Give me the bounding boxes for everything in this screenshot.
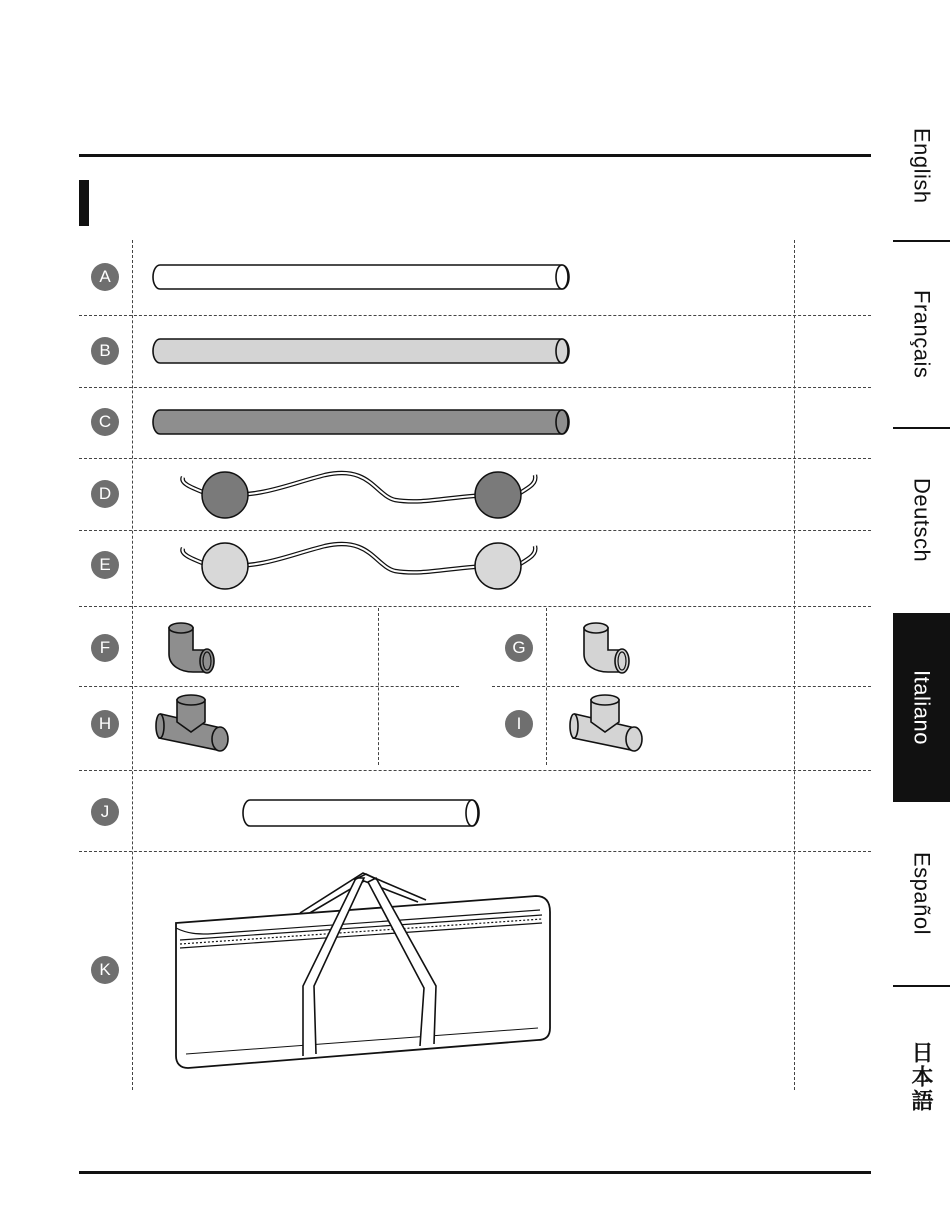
part-label-b: B xyxy=(91,337,119,365)
shock-cord-e-illustration xyxy=(175,536,550,596)
tab-english[interactable] xyxy=(893,92,950,240)
tab-deutsch-label: Deutsch xyxy=(909,478,935,563)
bottom-rule xyxy=(79,1171,871,1174)
tube-j-illustration xyxy=(240,797,490,829)
tab-deutsch[interactable] xyxy=(893,429,950,612)
part-label-h: H xyxy=(91,710,119,738)
shock-cord-d-illustration xyxy=(175,465,550,525)
tab-italiano[interactable] xyxy=(893,613,950,802)
part-label-i: I xyxy=(505,710,533,738)
part-label-f: F xyxy=(91,634,119,662)
tube-b-illustration xyxy=(150,336,575,366)
tab-italiano-label: Italiano xyxy=(909,670,935,745)
tab-english-label: English xyxy=(909,128,935,204)
tube-a-illustration xyxy=(150,262,575,292)
tab-espanol-label: Español xyxy=(909,852,935,936)
tube-c-illustration xyxy=(150,407,575,437)
carry-bag-illustration xyxy=(168,868,558,1073)
tab-francais-label: Français xyxy=(909,290,935,379)
tab-japanese-label: 日本語 xyxy=(909,1041,934,1113)
section-marker xyxy=(79,180,89,226)
part-label-e: E xyxy=(91,551,119,579)
tab-francais[interactable] xyxy=(893,242,950,427)
part-label-k: K xyxy=(91,956,119,984)
elbow-g-illustration xyxy=(578,620,638,680)
elbow-f-illustration xyxy=(163,620,223,680)
tee-h-illustration xyxy=(155,692,235,756)
part-label-d: D xyxy=(91,480,119,508)
tab-japanese[interactable] xyxy=(893,987,950,1167)
top-rule xyxy=(79,154,871,157)
tee-i-illustration xyxy=(569,692,649,756)
tab-espanol[interactable] xyxy=(893,803,950,985)
part-label-c: C xyxy=(91,408,119,436)
part-label-g: G xyxy=(505,634,533,662)
part-label-j: J xyxy=(91,798,119,826)
part-label-a: A xyxy=(91,263,119,291)
